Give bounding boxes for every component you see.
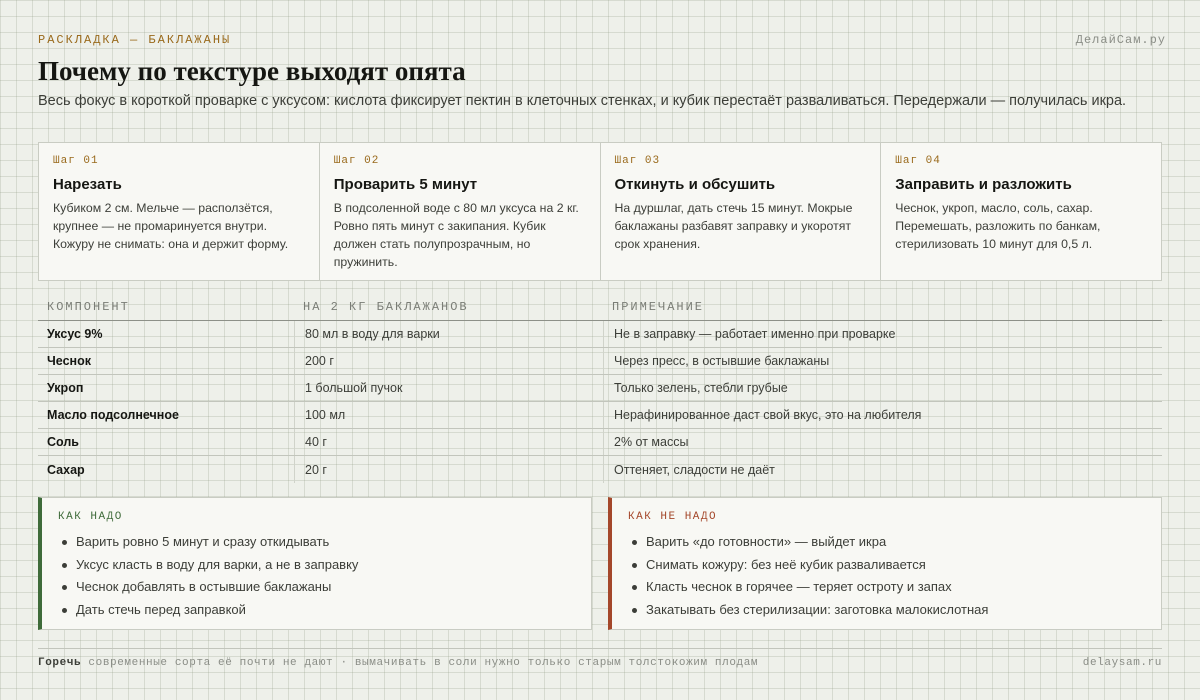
- step-card: [320, 143, 601, 280]
- step-number: Шаг 04: [895, 155, 941, 167]
- cell-component: Масло подсолнечное: [47, 408, 179, 422]
- cell-amount: 1 большой пучок: [294, 375, 603, 401]
- step-title: Нарезать: [53, 176, 122, 193]
- step-card: [39, 143, 320, 280]
- step-title: Откинуть и обсушить: [614, 176, 776, 193]
- cell-amount: 40 г: [294, 429, 603, 455]
- footer-site-link[interactable]: delaysam.ru: [1082, 657, 1162, 669]
- do-list: [58, 531, 575, 621]
- step-title: Заправить и разложить: [895, 176, 1072, 193]
- cell-amount: 100 мл: [294, 402, 603, 428]
- footer-divider: [38, 648, 1162, 649]
- column-header-component: КОМПОНЕНТ: [47, 300, 130, 314]
- step-card: [881, 143, 1161, 280]
- dont-list-box: [608, 497, 1162, 630]
- cell-component: Укроп: [47, 381, 84, 395]
- cell-note: Только зелень, стебли грубые: [603, 375, 1162, 401]
- page: [38, 0, 1166, 700]
- list-item: Закатывать без стерилизации: заготовка малокислотная: [628, 599, 1145, 622]
- steps-panel: [38, 142, 1162, 281]
- list-item: Варить ровно 5 минут и сразу откидывать: [58, 531, 575, 554]
- table-header: [38, 296, 1162, 321]
- column-header-amount: НА 2 КГ БАКЛАЖАНОВ: [303, 300, 469, 314]
- eyebrow: РАСКЛАДКА — БАКЛАЖАНЫ: [38, 33, 232, 47]
- do-list-box: [38, 497, 592, 630]
- step-title: Проварить 5 минут: [333, 176, 478, 193]
- dont-list: [628, 531, 1145, 621]
- table-row: [38, 348, 1162, 375]
- cell-component: Соль: [47, 435, 79, 449]
- cell-note: Нерафинированное даст свой вкус, это на любителя: [603, 402, 1162, 428]
- dont-list-title: КАК НЕ НАДО: [628, 511, 718, 523]
- step-card: [601, 143, 882, 280]
- brand-link[interactable]: ДелайСам.ру: [1075, 33, 1166, 47]
- table-row: [38, 375, 1162, 402]
- cell-note: Оттеняет, сладости не даёт: [603, 456, 1162, 483]
- step-text: На дуршлаг, дать стечь 15 минут. Мокрые баклажаны разбавят заправку и укоротят срок хранения.: [614, 201, 853, 251]
- ingredients-table: [38, 296, 1162, 483]
- list-item: Чеснок добавлять в остывшие баклажаны: [58, 576, 575, 599]
- table-row: [38, 456, 1162, 483]
- do-list-title: КАК НАДО: [58, 511, 123, 523]
- list-item: Варить «до готовности» — выйдет икра: [628, 531, 1145, 554]
- table-row: [38, 321, 1162, 348]
- step-number: Шаг 01: [53, 155, 99, 167]
- cell-amount: 200 г: [294, 348, 603, 374]
- footer-note: [38, 657, 758, 669]
- list-item: Класть чеснок в горячее — теряет остроту и запах: [628, 576, 1145, 599]
- cell-note: Через пресс, в остывшие баклажаны: [603, 348, 1162, 374]
- step-text: В подсоленной воде с 80 мл уксуса на 2 кг. Ровно пять минут с закипания. Кубик должен стать полупрозрачным, но пружинить.: [333, 201, 579, 269]
- page-title: Почему по текстуре выходят опята: [38, 56, 466, 86]
- cell-component: Сахар: [47, 462, 85, 477]
- step-text: Чеснок, укроп, масло, соль, сахар. Перемешать, разложить по банкам, стерилизовать 10 минут для 0,5 л.: [895, 201, 1101, 251]
- table-row: [38, 402, 1162, 429]
- column-header-note: ПРИМЕЧАНИЕ: [612, 300, 705, 314]
- step-number: Шаг 02: [333, 155, 380, 167]
- table-row: [38, 429, 1162, 456]
- list-item: Уксус класть в воду для варки, а не в заправку: [58, 554, 575, 577]
- list-item: Дать стечь перед заправкой: [58, 599, 575, 622]
- step-text: Кубиком 2 см. Мельче — расползётся, крупнее — не промаринуется внутри. Кожуру не снимать: она и держит форму.: [53, 201, 289, 251]
- cell-note: Не в заправку — работает именно при проварке: [603, 321, 1162, 347]
- cell-amount: 20 г: [294, 456, 603, 483]
- list-item: Снимать кожуру: без неё кубик разваливается: [628, 554, 1145, 577]
- cell-component: Уксус 9%: [47, 327, 103, 341]
- cell-note: 2% от массы: [603, 429, 1162, 455]
- cell-amount: 80 мл в воду для варки: [294, 321, 603, 347]
- step-number: Шаг 03: [614, 155, 661, 167]
- footer-note-label: Горечь: [38, 657, 82, 669]
- page-subtitle: Весь фокус в короткой проварке с уксусом: кислота фиксирует пектин в клеточных стенках, и кубик перестаёт разваливаться. Передержали — получилась икра.: [38, 93, 1127, 109]
- footer-note-text: современные сорта её почти не дают · вымачивать в соли нужно только старым толстокожим плодам: [88, 657, 759, 669]
- cell-component: Чеснок: [47, 354, 91, 368]
